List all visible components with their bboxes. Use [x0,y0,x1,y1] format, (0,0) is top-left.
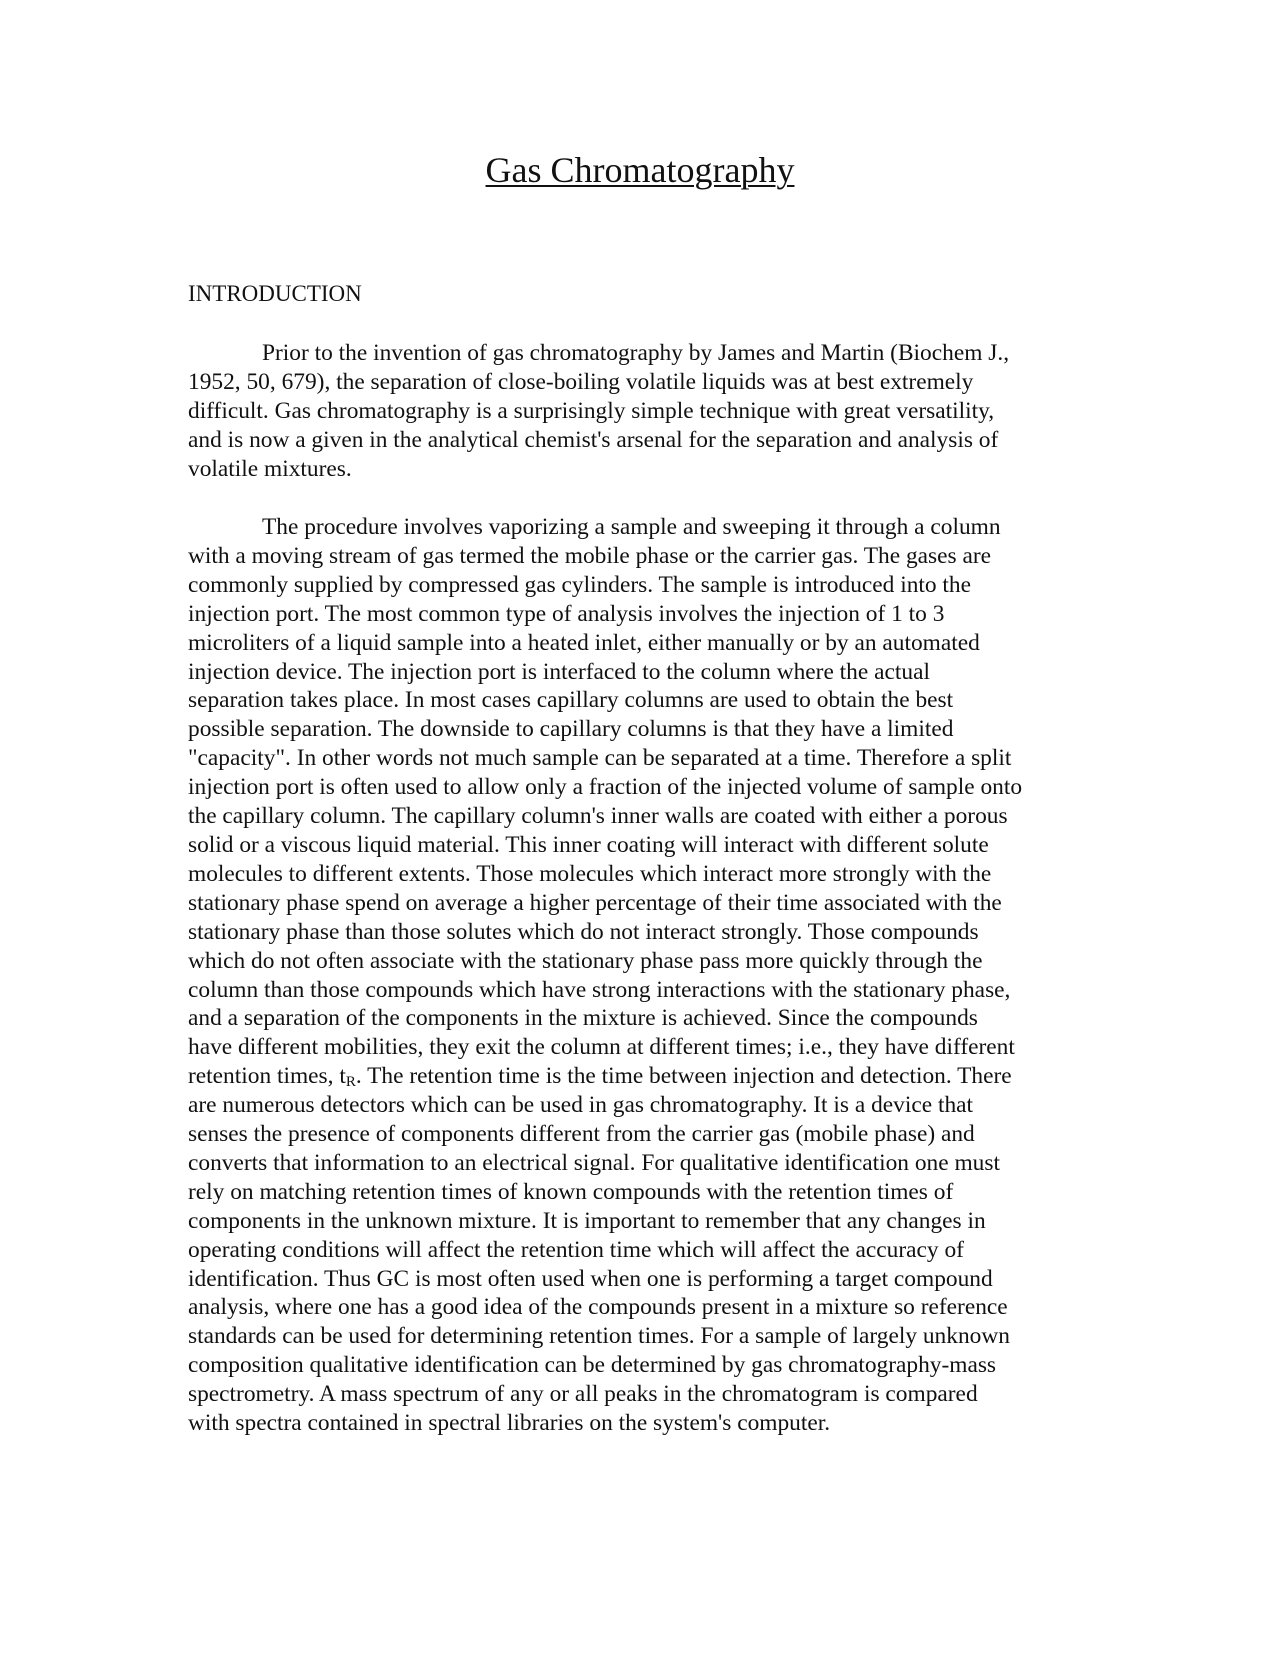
paragraph-line: possible separation. The downside to capillary columns is that they have a limited [188,716,954,743]
paragraph-line: which do not often associate with the stationary phase pass more quickly through the [188,947,983,974]
paragraph-line: and is now a given in the analytical chemist's arsenal for the separation and analysis of [188,426,999,453]
retention-time-line [188,1062,1088,1091]
document-title: Gas Chromatography [485,150,795,190]
paragraph-line: difficult. Gas chromatography is a surprisingly simple technique with great versatility, [188,397,995,424]
paragraph-line: "capacity". In other words not much sample can be separated at a time. Therefore a split [188,745,1012,772]
paragraph-line: composition qualitative identification can be determined by gas chromatography-mass [188,1352,997,1379]
paragraph-line: molecules to different extents. Those molecules which interact more strongly with the [188,860,992,887]
paragraph-line: spectrometry. A mass spectrum of any or all peaks in the chromatogram is compared [188,1381,978,1408]
paragraph-line: operating conditions will affect the retention time which will affect the accuracy of [188,1236,964,1263]
paragraph-2 [188,513,1088,1438]
retention-text-before: retention times, t [188,1063,346,1090]
paragraph-line: identification. Thus GC is most often used when one is performing a target compound [188,1265,993,1292]
paragraph-1 [188,339,1088,484]
paragraph-line: with a moving stream of gas termed the mobile phase or the carrier gas. The gases are [188,542,992,569]
paragraph-line: rely on matching retention times of known compounds with the retention times of [188,1178,954,1205]
paragraph-line: separation takes place. In most cases capillary columns are used to obtain the best [188,687,954,714]
paragraph-line: converts that information to an electrical signal. For qualitative identification one must [188,1149,1000,1176]
paragraph-line: column than those compounds which have strong interactions with the stationary phase, [188,976,1011,1003]
paragraph-line: standards can be used for determining retention times. For a sample of largely unknown [188,1323,1010,1350]
paragraph-line: the capillary column. The capillary column's inner walls are coated with either a porous [188,803,1008,830]
paragraph-line: solid or a viscous liquid material. This inner coating will interact with different solute [188,831,989,858]
paragraph-line: Prior to the invention of gas chromatography by James and Martin (Biochem J., [262,340,1010,366]
paragraph-line: stationary phase spend on average a higher percentage of their time associated with the [188,889,1002,916]
paragraph-line: analysis, where one has a good idea of the compounds present in a mixture so reference [188,1294,1008,1321]
section-heading-introduction: INTRODUCTION [188,281,362,306]
paragraph-line: and a separation of the components in the mixture is achieved. Since the compounds [188,1005,978,1032]
retention-text-after: . The retention time is the time between injection and detection. There [355,1063,1012,1090]
paragraph-line: commonly supplied by compressed gas cylinders. The sample is introduced into the [188,571,972,598]
paragraph-line: injection port is often used to allow only a fraction of the injected volume of sample onto [188,774,1023,801]
paragraph-line: microliters of a liquid sample into a heated inlet, either manually or by an automated [188,629,980,656]
paragraph-line: 1952, 50, 679), the separation of close-boiling volatile liquids was at best extremely [188,368,974,395]
paragraph-line: are numerous detectors which can be used in gas chromatography. It is a device that [188,1092,974,1119]
paragraph-line: The procedure involves vaporizing a sample and sweeping it through a column [262,514,1001,540]
paragraph-line: with spectra contained in spectral libraries on the system's computer. [188,1410,831,1437]
retention-subscript: R [345,1074,356,1091]
paragraph-line: senses the presence of components different from the carrier gas (mobile phase) and [188,1121,975,1148]
paragraph-line: injection device. The injection port is interfaced to the column where the actual [188,658,930,685]
paragraph-line: components in the unknown mixture. It is important to remember that any changes in [188,1207,986,1234]
paragraph-line: injection port. The most common type of analysis involves the injection of 1 to 3 [188,600,945,627]
paragraph-line: have different mobilities, they exit the column at different times; i.e., they have different [188,1034,1015,1061]
paragraph-line: volatile mixtures. [188,455,352,482]
paragraph-line: stationary phase than those solutes which do not interact strongly. Those compounds [188,918,979,945]
